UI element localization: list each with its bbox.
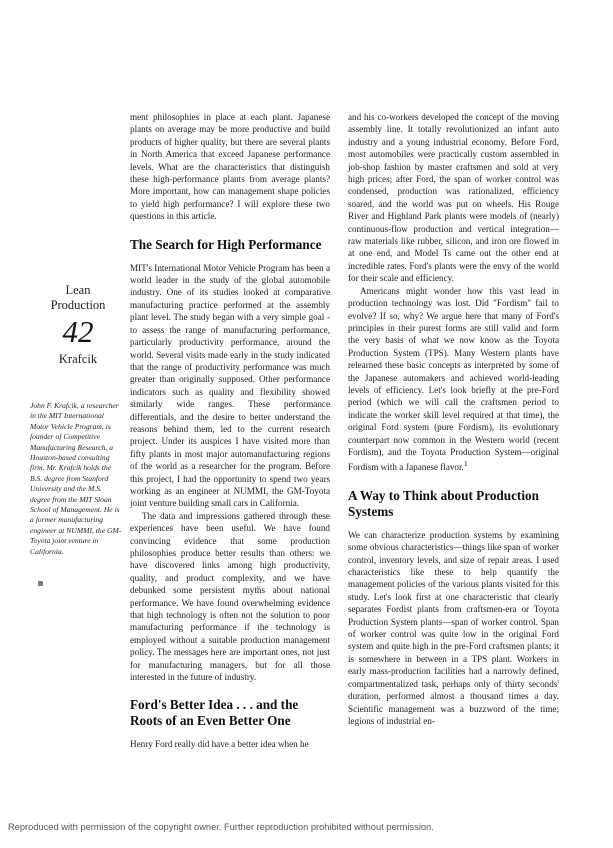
paragraph-ford-continued: and his co-workers developed the concept of the moving assembly line. It totally revolutionized an infant auto industry and a young industrial economy. Before Ford, most automobiles were practically custom assembled in job-shop fashion by master craftsmen and sold at very high prices; after Ford, the span of worker control was condensed, production was rationalized, efficiency soared, and the world was put on wheels. His Rouge River and Highland Park plants were models of (nearly) continuous-flow production and vertical integration—raw materials like rubber, silicon, and iron ore flowed in at one end, and Model Ts came out the other end at incredible rates. Ford's plants were the envy of the world for their scale and efficiency. (348, 112, 559, 284)
paragraph-search-1: MIT's International Motor Vehicle Program has been a world leader in the study of the global automobile industry. One of its studies looked at comparative manufacturing practice performed at the assembly plant level. The study began with a very simple goal - to assess the range of manufacturing performance, particularly productivity performance, around the world. Several visits made early in the study indicated that the range of productivity performance was much greater than originally supposed. Other performance indicators such as quality and flexibility showed similarly wide ranges. These performance differentials, and the desire to better understand the reasons behind them, led to the current research project. Under its auspices I have visited more than fifty plants in most major automanufacturing regions of the world as a researcher for the program. Before this project, I had the opportunity to spend two years working as an engineer at NUMMI, the GM-Toyota joint venture building small cars in California. (130, 262, 330, 509)
intro-paragraph: ment philosophies in place at each plant. Japanese plants on average may be more productive and build products of higher quality, but there are several plants in North America that exceed Japanese performance levels. What are the characteristics that distinguish these high-performance plants from average plants? More important, how can management shape policies to yield high performance? I will explore these two questions in this article. (130, 112, 330, 222)
section-heading-search: The Search for High Performance (130, 236, 322, 252)
paragraph-production-systems: We can characterize production systems by examining some obvious characteristics—things like span of worker control, inventory levels, and size of repair areas. I used characteristics like these to help quantify the management policies of the various plants visited for this study. Let's look first at one characteristic that clearly separates Fordist plants from craftsmen-era or Toyota Production System plants—span of worker control. Span of worker control was quite low in the original Ford system and quite high in the pre-Ford craftsmen plants; it is somewhere in between in a TPS plant. Workers in early mass-production facilities had a narrowly defined, compartmentalized task, perhaps only of thirty seconds' duration, performed almost a thousand times a day. Scientific management was a buzzword of the time; legions of industrial en- (348, 529, 559, 726)
section-heading-ford: Ford's Better Idea . . . and the Roots of an Even Better One (130, 697, 299, 729)
text-column-right (348, 111, 559, 727)
sidebar-heading-line2: Production (50, 298, 106, 312)
footnote-reference: 1 (463, 459, 468, 469)
section-heading-production-systems: A Way to Think about Production Systems (348, 487, 539, 519)
paragraph-ford-start: Henry Ford really did have a better idea when he (130, 739, 309, 750)
paragraph-americans-text: Americans might wonder how this vast lead in production technology was lost. Did "Fordism" fail to evolve? If so, why? We argue here that many of Ford's principles in their purest forms are still valid and form the very basis of what we now know as the Toyota Production System (TPS). Many Western plants have relearned these basic concepts as interpreted by some of the Japanese automakers and achieved world-leading levels of efficiency. Let's look briefly at the pre-Ford period (which we will call the craftsmen period to indicate the worker skill level required at that time), the original Ford system (pure Fordism), its evolutionary counterpart now common in the Western world (recent Fordism), and the Toyota Production System—original Fordism with a Japanese flavor. (348, 285, 559, 473)
sidebar-heading (30, 283, 126, 313)
text-column-left (130, 111, 330, 751)
page-number: 42 (62, 314, 94, 349)
author-bio: John F. Krafcik, a researcher in the MIT International Motor Vehicle Program, is founder of Competitive Manufacturing Research, a Houston-based consulting firm. Mr. Krafcik holds the B.S. degree from Stanford University and the M.S. degree from the MIT Sloan School of Management. He is a former manufacturing engineer at NUMMI, the GM-Toyota joint venture in California. (30, 401, 122, 556)
sidebar (30, 283, 126, 557)
scan-artifact (38, 581, 43, 586)
running-author: Krafcik (58, 352, 98, 366)
paragraph-search-2: The data and impressions gathered through these experiences have been useful. We have found convincing evidence that some production philosophies produce better results than others: we have discovered links among high productivity, quality, and product complexity, and we have debunked some persistent myths about national performance. We have found overwhelming evidence that high technology is often not the solution to poor manufacturing performance if the technology is employed without a suitable production management policy. The messages here are important ones, not just for manufacturing managers, but for all those interested in the future of industry. (130, 510, 330, 683)
copyright-notice: Reproduced with permission of the copyright owner. Further reproduction prohibited without permission. (8, 822, 434, 832)
sidebar-heading-line1: Lean (65, 283, 91, 297)
paragraph-americans (348, 285, 559, 474)
